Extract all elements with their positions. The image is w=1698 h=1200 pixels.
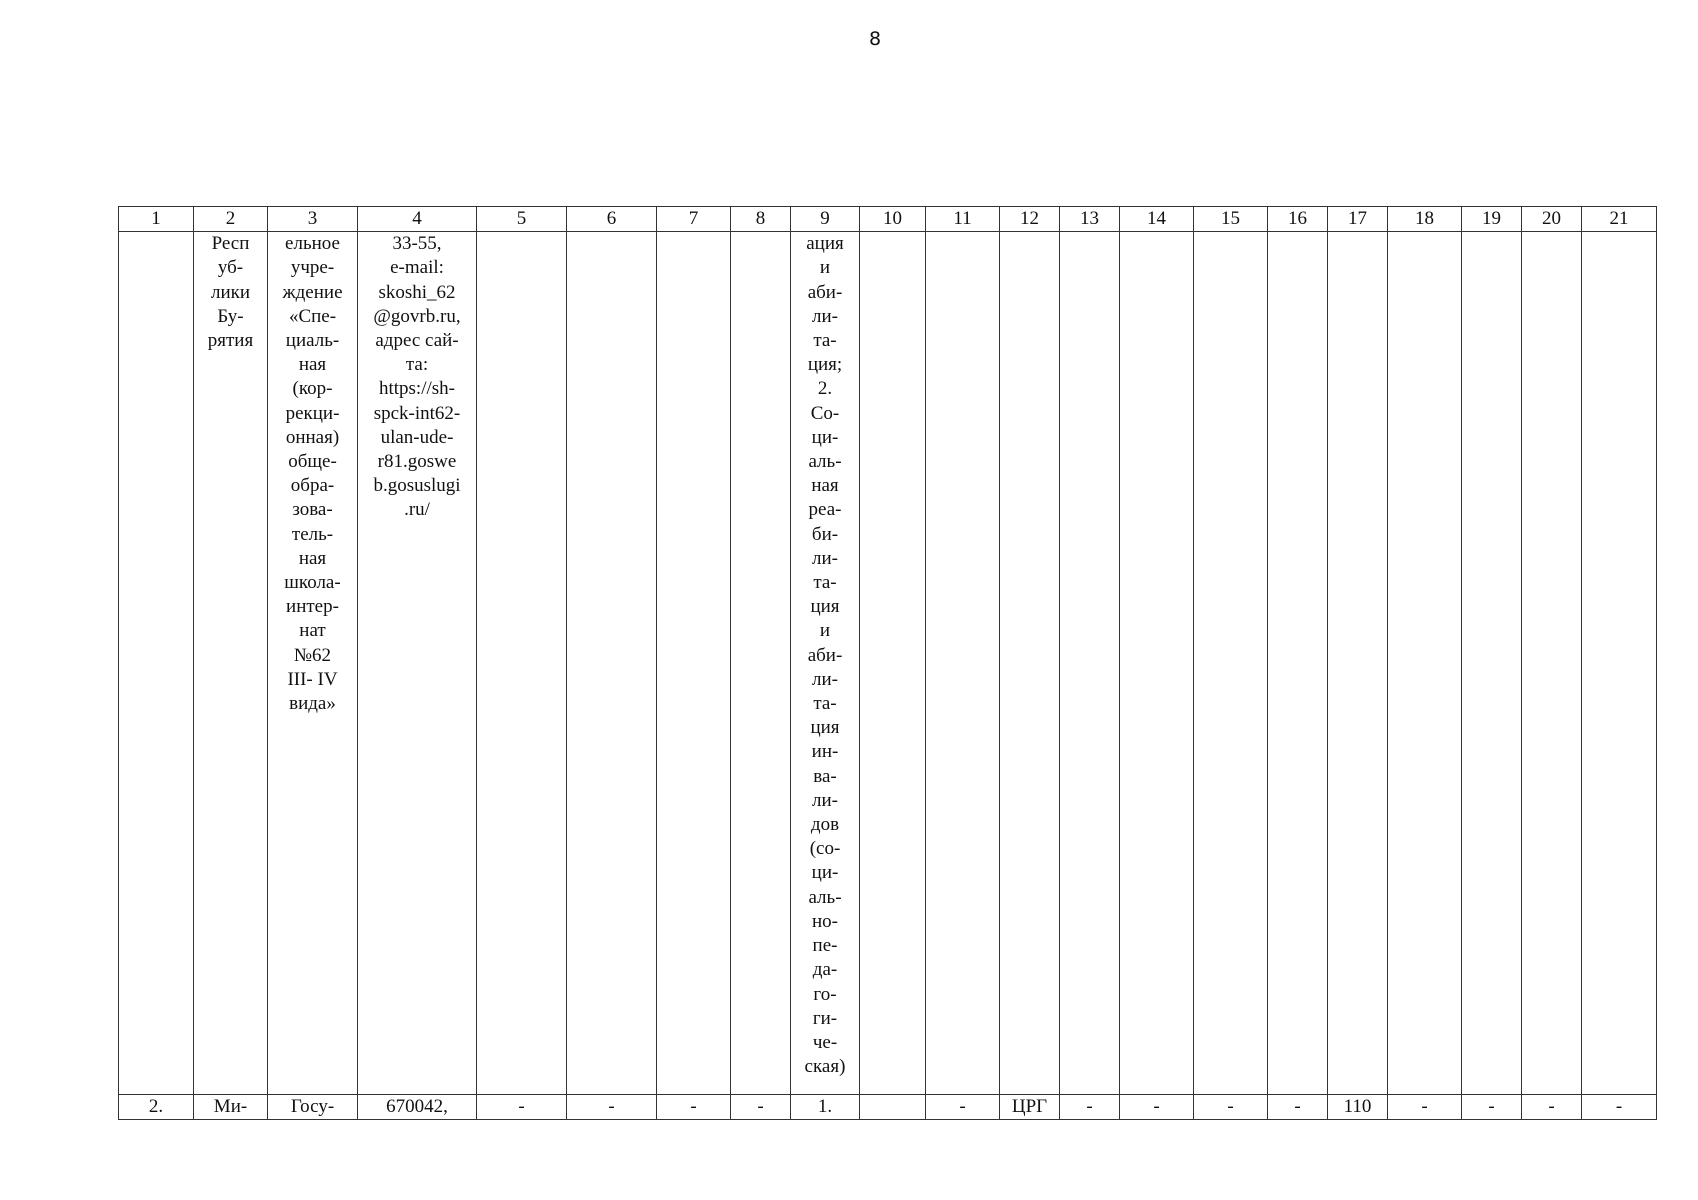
cell-text-line: ли- <box>812 789 838 811</box>
cell-text-line: ли- <box>812 305 838 327</box>
cell-text-line: ельное <box>285 233 340 255</box>
cell-text-line: че- <box>812 1031 838 1053</box>
cell-text-line: b.gosuslugi <box>373 475 461 497</box>
cell-text-line: обще- <box>288 451 337 473</box>
table-cell <box>1194 232 1268 1095</box>
table-cell <box>791 232 860 1095</box>
cell-text-line: (кор- <box>292 378 333 400</box>
table-cell <box>567 232 657 1095</box>
table-cell: - <box>1194 1094 1268 1119</box>
cell-text-line: дов <box>810 814 840 836</box>
table-cell <box>657 232 731 1095</box>
cell-text-line: ция; <box>807 354 843 376</box>
cell-text-line: III- IV <box>287 668 338 690</box>
column-number: 14 <box>1120 207 1194 232</box>
cell-text-line: spck-int62- <box>373 402 461 424</box>
cell-text-line: рекци- <box>285 402 340 424</box>
cell-text-line: рятия <box>207 330 254 352</box>
cell-text-line: (со- <box>809 838 841 860</box>
table-cell: Госу- <box>268 1094 358 1119</box>
cell-text-line: 33-55, <box>392 233 442 255</box>
cell-text-line: .ru/ <box>404 499 430 521</box>
table-cell <box>1120 232 1194 1095</box>
cell-text-line: онная) <box>285 426 340 448</box>
cell-text-line: ци- <box>811 426 839 448</box>
cell-text-line: аль- <box>808 451 842 473</box>
column-number: 18 <box>1388 207 1462 232</box>
table-cell: - <box>567 1094 657 1119</box>
table-cell <box>268 232 358 1095</box>
registry-table <box>118 206 1657 1120</box>
table-cell <box>1462 232 1522 1095</box>
cell-text-line: ная <box>298 547 327 569</box>
cell-text-line: вида» <box>289 693 336 715</box>
cell-text-line: @govrb.ru, <box>373 305 461 327</box>
column-number: 7 <box>657 207 731 232</box>
cell-text-line: ция <box>810 596 840 618</box>
cell-text-line: та: <box>405 354 429 376</box>
column-number: 12 <box>1000 207 1060 232</box>
cell-text-line: обра- <box>290 475 335 497</box>
table-cell: Ми- <box>194 1094 268 1119</box>
table-cell: - <box>657 1094 731 1119</box>
column-number: 20 <box>1522 207 1582 232</box>
cell-text-line: та- <box>813 330 837 352</box>
cell-text-line: да- <box>812 959 838 981</box>
table-cell <box>860 1094 926 1119</box>
table-row <box>119 232 1657 1095</box>
table-cell <box>1582 232 1657 1095</box>
cell-text-line: школа- <box>284 572 341 594</box>
column-number: 5 <box>477 207 567 232</box>
table-cell <box>1522 232 1582 1095</box>
column-number: 1 <box>119 207 194 232</box>
cell-text-line: ждение <box>282 281 343 303</box>
table-cell: 1. <box>791 1094 860 1119</box>
column-number: 17 <box>1328 207 1388 232</box>
cell-text-line: интер- <box>286 596 339 618</box>
cell-text-line: учре- <box>290 257 335 279</box>
cell-text-line: ги- <box>812 1007 838 1029</box>
table-row <box>119 1094 1657 1119</box>
page-number: 8 <box>868 28 882 50</box>
cell-text-line: ulan-ude- <box>380 426 454 448</box>
table-cell <box>860 232 926 1095</box>
table-cell: - <box>1268 1094 1328 1119</box>
cell-text-line: та- <box>813 572 837 594</box>
table-cell: - <box>1522 1094 1582 1119</box>
table-cell <box>1060 232 1120 1095</box>
cell-text-line: реа- <box>808 499 842 521</box>
column-number: 11 <box>926 207 1000 232</box>
column-number: 6 <box>567 207 657 232</box>
cell-text-line: Со- <box>810 402 840 424</box>
table-cell <box>1388 232 1462 1095</box>
table-cell: ЦРГ <box>1000 1094 1060 1119</box>
column-number: 19 <box>1462 207 1522 232</box>
column-number: 16 <box>1268 207 1328 232</box>
table-cell: - <box>1060 1094 1120 1119</box>
cell-text-line: аби- <box>807 281 843 303</box>
cell-text-line: пе- <box>812 935 838 957</box>
cell-text-line: «Спе- <box>288 305 337 327</box>
cell-text-line: №62 <box>293 644 332 666</box>
cell-text-line: ация <box>806 233 844 255</box>
cell-text-line: нат <box>299 620 326 642</box>
table-cell: - <box>1120 1094 1194 1119</box>
cell-text-line: ная <box>811 475 839 497</box>
column-number: 8 <box>731 207 791 232</box>
table-cell <box>731 232 791 1095</box>
cell-text-line: аби- <box>807 644 843 666</box>
cell-text-line: адрес сай- <box>375 330 459 352</box>
cell-text-line: ция <box>810 717 840 739</box>
table-cell: 670042, <box>358 1094 477 1119</box>
cell-text-line: r81.goswe <box>377 451 457 473</box>
cell-text-line: и <box>819 257 831 279</box>
cell-text-line: ли- <box>812 547 838 569</box>
column-number: 4 <box>358 207 477 232</box>
column-number: 21 <box>1582 207 1657 232</box>
column-number: 9 <box>791 207 860 232</box>
cell-text-line: и <box>819 620 831 642</box>
cell-text-line: би- <box>811 523 839 545</box>
table-cell: - <box>731 1094 791 1119</box>
cell-text-line: 2. <box>817 378 833 400</box>
table-cell <box>1000 232 1060 1095</box>
column-number-row <box>119 207 1657 232</box>
cell-text-line: ци- <box>811 862 839 884</box>
cell-text-line: https://sh- <box>378 378 455 400</box>
column-number: 3 <box>268 207 358 232</box>
table-cell <box>926 232 1000 1095</box>
cell-text-line: Респ <box>211 233 250 255</box>
cell-text-line: лики <box>210 281 251 303</box>
cell-text-line: Бу- <box>217 305 244 327</box>
table-cell: 2. <box>119 1094 194 1119</box>
cell-text-line: skoshi_62 <box>378 281 456 303</box>
column-number: 15 <box>1194 207 1268 232</box>
table-cell: - <box>1388 1094 1462 1119</box>
table-cell <box>119 232 194 1095</box>
table-cell: 110 <box>1328 1094 1388 1119</box>
table-cell <box>194 232 268 1095</box>
cell-text-line: ин- <box>811 741 839 763</box>
table-cell: - <box>477 1094 567 1119</box>
table-cell <box>1268 232 1328 1095</box>
cell-text-line: e-mail: <box>390 257 444 279</box>
cell-text-line: уб- <box>217 257 244 279</box>
table-cell <box>1328 232 1388 1095</box>
column-number: 10 <box>860 207 926 232</box>
table-cell: - <box>1582 1094 1657 1119</box>
table-cell <box>477 232 567 1095</box>
column-number: 2 <box>194 207 268 232</box>
table-cell: - <box>926 1094 1000 1119</box>
cell-text-line: ва- <box>813 765 837 787</box>
cell-text-line: циаль- <box>285 330 340 352</box>
cell-text-line: ли- <box>812 668 838 690</box>
cell-text-line: но- <box>812 910 838 932</box>
cell-text-line: тель- <box>291 523 334 545</box>
cell-text-line: го- <box>813 983 837 1005</box>
cell-text-line: аль- <box>808 886 842 908</box>
table-cell <box>358 232 477 1095</box>
cell-text-line: ная <box>298 354 327 376</box>
cell-text-line: ская) <box>804 1056 846 1078</box>
column-number: 13 <box>1060 207 1120 232</box>
table-cell: - <box>1462 1094 1522 1119</box>
cell-text-line: та- <box>813 693 837 715</box>
cell-text-line: зова- <box>292 499 333 521</box>
